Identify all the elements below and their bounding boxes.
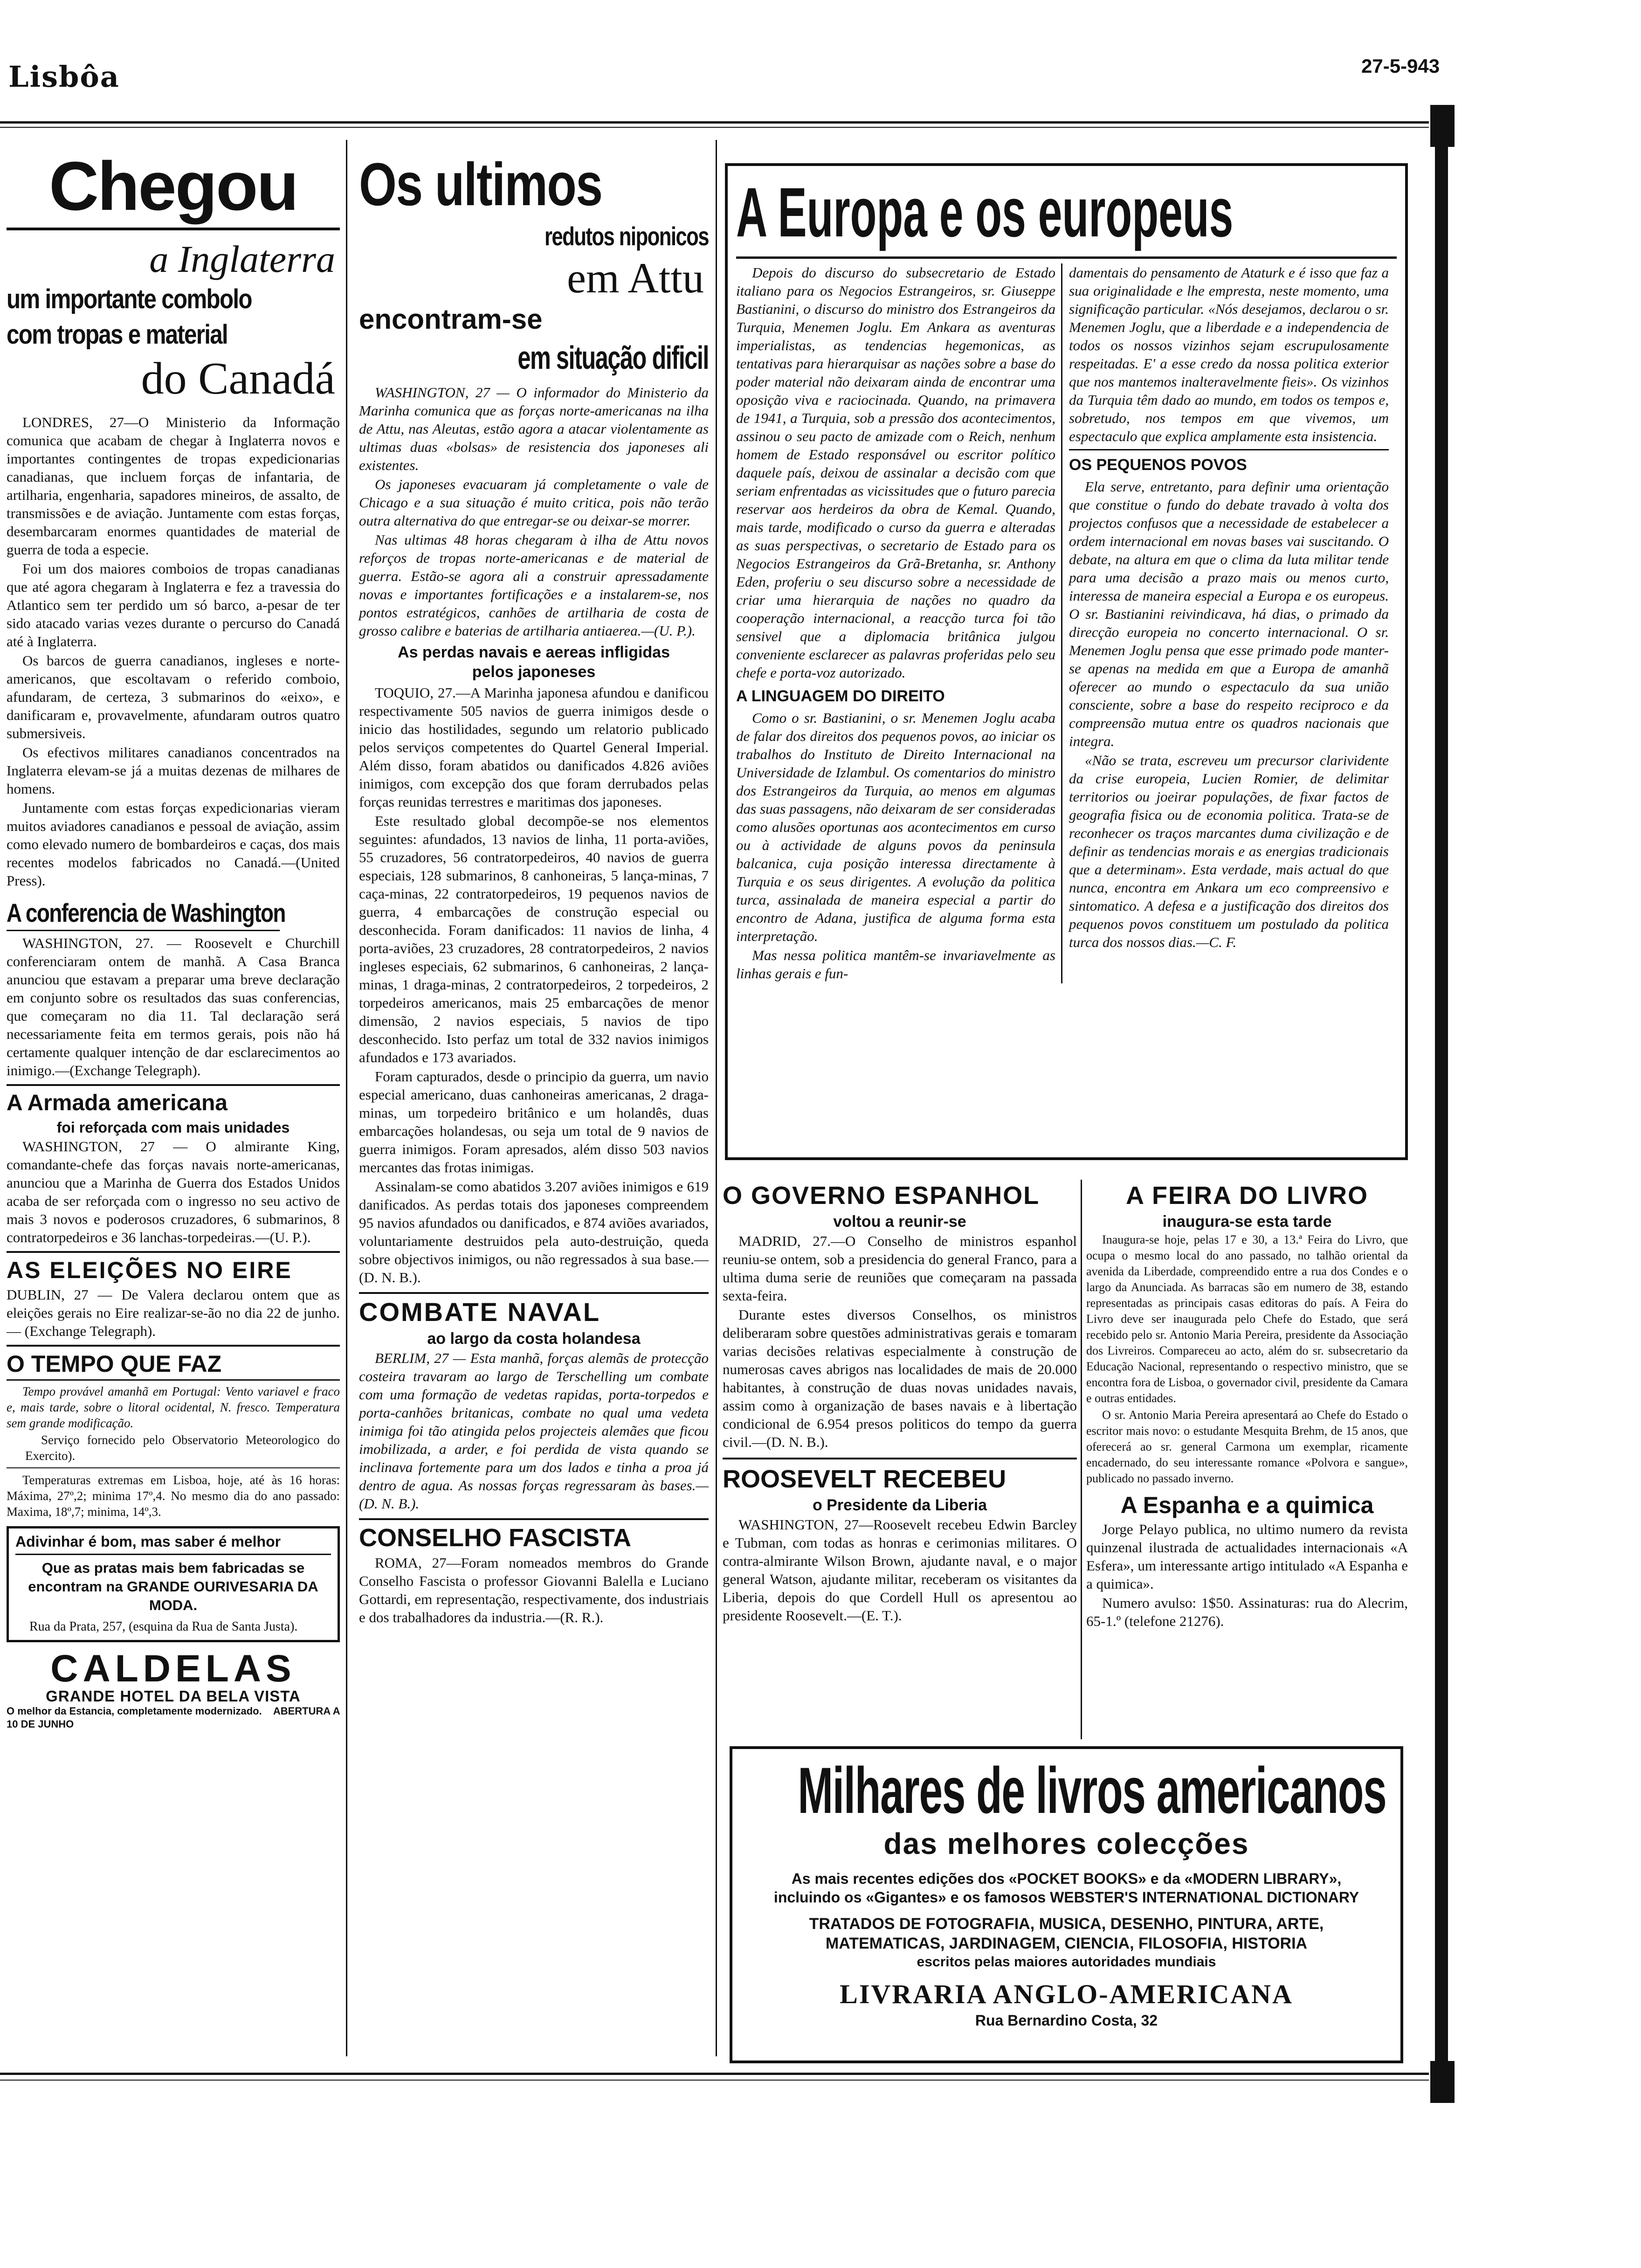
caldelas-opening: ABERTURA A 10 DE JUNHO (7, 1705, 340, 1730)
roosevelt-subheadline: o Presidente da Liberia (812, 1496, 987, 1514)
ourivesaria-ad-title: Adivinhar é bom, mas saber é melhor (15, 1531, 331, 1555)
europa-columns (736, 263, 1397, 983)
conselho-body: ROMA, 27—Foram nomeados membros do Grande Conselho Fascista o professor Giovanni Balella e Luciano Gottardi, em representação, respectivamente, dos industriais e dos trabalhadores da industria.—(R. R.). (359, 1555, 709, 1625)
feira-subheadline: inaugura-se esta tarde (1162, 1213, 1332, 1231)
combate-headline: COMBATE NAVAL (359, 1297, 601, 1327)
masthead-city: Lisbôa (8, 60, 120, 94)
livraria-ad-shop: LIVRARIA ANGLO-AMERICANA (840, 1979, 1293, 2009)
right-margin-bar-bottom (1430, 2061, 1455, 2103)
section-rule (359, 1518, 709, 1520)
footer-rule (0, 2073, 1429, 2075)
governo-subheadline: voltou a reunir-se (833, 1213, 966, 1231)
livraria-ad-subtitle: das melhores colecções (883, 1827, 1249, 1860)
column-rule-3 (1081, 1180, 1082, 1739)
livraria-ad-line-2: TRATADOS DE FOTOGRAFIA, MUSICA, DESENHO, PINTURA, ARTE, MATEMATICAS, JARDINAGEM, CIENCIA, FILOSOFIA, HISTORIA (809, 1915, 1324, 1952)
caldelas-info (7, 1705, 340, 1731)
ourivesaria-ad (7, 1526, 340, 1642)
footer-rule-thin (0, 2080, 1429, 2081)
ultimos-headline: Os ultimos (359, 150, 602, 218)
eleicoes-headline: AS ELEIÇÕES NO EIRE (7, 1257, 292, 1283)
column-rule-1 (346, 140, 347, 2056)
europa-paragraph: Ela serve, entretanto, para definir uma orientação que constitue o fundo do debate travado à volta dos projectos confusos que a necessidade de estabelecer a ordem internacional em novas bases vai suscitando. O debate, na altura em que o clima da luta militar tende para uma decisão a prazo mais ou menos curto, interessa de maneira especial a Europa e os europeus. O sr. Bastianini reivindicava, há dias, o primado da direcção europeia no concerto internacional. O sr. Menemen Joglu pensa que esse primado pode manter-se apenas na medida em que a Europa de amanhã oferecer ao mundo o espectaculo da sua união consciente, sobre a base do respeito reciproco e da compreensão mutua entre os quadros nacionais que integra. (1069, 478, 1389, 749)
governo-paragraph: Durante estes diversos Conselhos, os ministros deliberaram sobre questões administrativas gerais e tomaram varias decisões relativas especialmente à construção de numerosas caves abrigos nas localidades de mais de 20.000 habitantes, à construção de duas novas unidades navais, assim como à organização de bases navais e à libertação condicional de 6.954 presos politicos do tempo da guerra civil.—(D. N. B.). (723, 1307, 1077, 1450)
tempo-forecast: Tempo provável amanhã em Portugal: Vento variavel e fraco e, mais tarde, sobre o litoral ocidental, N. fresco. Temperatura sem grande modificação. (7, 1384, 340, 1430)
ultimos-deck-3: encontram-se (359, 304, 543, 335)
conselho-headline: CONSELHO FASCISTA (359, 1524, 632, 1552)
livraria-ad-line-3: escritos pelas maiores autoridades mundiais (917, 1954, 1216, 1970)
ultimos-article (359, 383, 709, 640)
tempo-source: Serviço fornecido pelo Observatorio Meteorologico do Exercito). (25, 1433, 340, 1463)
ultimos-deck-2: em Attu (567, 254, 704, 302)
chegou-paragraph: Os barcos de guerra canadianos, ingleses e norte-americanos, que escoltavam o referido comboio, afundaram, de certeza, 3 submarinos do «eixo», e danificaram e, provavelmente, afundaram outros quatro submersiveis. (7, 652, 340, 741)
caldelas-line: O melhor da Estancia, completamente modernizado. (7, 1705, 262, 1717)
conferencia-body: WASHINGTON, 27. — Roosevelt e Churchill conferenciaram ontem de manhã. A Casa Branca anunciou que estavam a preparar uma breve declaração em conjunto sobre os resultados das suas conferencias, que começaram no dia 11. Tal declaração será necessariamente feita em termos gerais, pois não há certamente qualquer intenção de dar esclarecimentos ao inimigo.—(Exchange Telegraph). (7, 935, 340, 1079)
europa-box (725, 163, 1408, 1160)
europa-paragraph: Mas nessa politica mantêm-se invariavelmente as linhas gerais e fun- (736, 947, 1055, 982)
livraria-ad (730, 1746, 1403, 2063)
chegou-paragraph: Foi um dos maiores comboios de tropas canadianas que até agora chegaram à Inglaterra e fez a travessia do Atlantico sem ter perdido um só barco, a-pesar de ter sido atacado varias vezes durante o percurso do Canadá até à Inglaterra. (7, 560, 340, 650)
europa-subhead-direito: A LINGUAGEM DO DIREITO (736, 687, 945, 705)
ultimos-deck-1: redutos niponicos (544, 221, 709, 251)
chegou-subheadline: a Inglaterra (149, 238, 335, 280)
feira-paragraph: O sr. Antonio Maria Pereira apresentará ao Chefe do Estado o escritor mais novo: o estudante Mesquita Brehm, de 15 anos, que oferecerá ao sr. general Carmona um exemplar, ricamente encadernado, do seu interessante romance «Polvora e sangue», publicado no passado inverno. (1086, 1408, 1408, 1485)
feira-paragraph: Inaugura-se hoje, pelas 17 e 30, a 13.ª Feira do Livro, que ocupa o mesmo local do ano passado, no talhão oriental da avenida da Liberdade, compreendido entre a rua dos Condes e o largo da Anunciada. As barracas são em numero de 38, estando representadas as principais casas editoras do país. A Feira do Livro deve ser inaugurada pelo Chefe do Estado, que será recebido pelo sr. Antonio Maria Pereira, presidente da Associação dos Livreiros. Compareceu ao acto, além do sr. subsecretario da Educação Nacional, representando o respectivo ministro, que se encontra fora de Lisboa, o governador civil, presidente da Camara e outras entidades. (1086, 1233, 1408, 1405)
ourivesaria-ad-body: Que as pratas mais bem fabricadas se encontram na GRANDE OURIVESARIA DA MODA. (28, 1560, 318, 1613)
section-rule (7, 1345, 340, 1347)
europa-rule (736, 256, 1397, 259)
column-rule-2 (716, 140, 717, 2056)
caldelas-ad (7, 1647, 340, 1731)
ultimos-paragraph: Nas ultimas 48 horas chegaram à ilha de Attu novos reforços de tropas norte-americanas e de material de guerra. Estão-se agora ali a construir apressadamente novas e importantes fortificações e a instalarem-se, nos pontos estratégicos, canhões de artilharia de costa de grosso calibre e baterias de artilharia antiaerea.—(U. P.). (359, 532, 709, 639)
chegou-paragraph: Juntamente com estas forças expedicionarias vieram muitos aviadores canadianos e pessoal de aviação, assim como elevado numero de bombardeiros e caças, dos mais recentes modelos fabricados no Canadá.—(United Press). (7, 800, 340, 889)
right-margin-bar (1435, 140, 1448, 2098)
quimica-body: Jorge Pelayo publica, no ultimo numero da revista quinzenal ilustrada de actualidades internacionais «A Esfera», um interessante artigo intitulado «A Espanha e a quimica». (1086, 1521, 1408, 1592)
chegou-paragraph: Os efectivos militares canadianos concentrados na Inglaterra elevam-se já a muitas dezenas de milhares de homens. (7, 744, 340, 797)
section-rule (7, 1084, 340, 1086)
europa-paragraph: Depois do discurso do subsecretario de Estado italiano para os Negocios Estrangeiros, sr. Giuseppe Bastianini, o discurso do ministro dos Estrangeiros da Turquia, Menemen Joglu. Em Ankara as aventuras imperialistas, as tendencias hegemonicas, as tentativas para hierarquisar as nações sobre a base do poder material não deixaram ainda de encontrar uma oposição viva e raciocinada. Quando, na primavera de 1941, a Turquia, sob a pressão dos acontecimentos, assinou o seu pacto de amizade com o Reich, nenhum homem de Estado responsável ou escritor político daquele país, deixou de assinalar a decisão com que seriam enfrentadas as vicissitudes que o futuro parecia reservar aos herdeiros da obra de Kemal. Quando, mais tarde, modificado o curso da guerra e alteradas as suas perspectivas, o secretario de Estado para os Negocios Estrangeiros da Grã-Bretanha, sr. Anthony Eden, proferiu o seu discurso sobre a necessidade de criar uma hierarquia de nações no quadro da cooperação internacional, a reacção turca foi tão sensivel que a diplomacia britânica julgou conveniente esclarecer as palavras proferidas pelo seu chefe e porta-voz autorizado. (736, 264, 1055, 681)
governo-headline: O GOVERNO ESPANHOL (723, 1182, 1040, 1210)
section-rule (7, 1251, 340, 1253)
europa-paragraph: damentais do pensamento de Ataturk e é isso que faz a sua originalidade e lhe empresta, neste momento, uma significação particular. «Nós desejamos, declarou o sr. Menemen Joglu, que a liberdade e a independencia de todos os nossos vizinhos sejam escrupulosamente respeitadas. E' a esse credo da nossa politica exterior que nos mantemos inalteravelmente fieis». Os vizinhos da Turquia têm dado ao mundo, em todos os tempos e, sobretudo, nos tempos em que vivemos, um espectaculo que explica amplamente esta insistencia. (1069, 264, 1389, 444)
eleicoes-body: DUBLIN, 27 — De Valera declarou ontem que as eleições gerais no Eire realizar-se-ão no dia 22 de junho. — (Exchange Telegraph). (7, 1286, 340, 1339)
ourivesaria-ad-address: Rua da Prata, 257, (esquina da Rua de Santa Justa). (29, 1619, 298, 1634)
livraria-ad-title: Milhares de livros americanos (798, 1754, 1386, 1827)
armada-subheadline: foi reforçada com mais unidades (56, 1119, 290, 1136)
roosevelt-headline: ROOSEVELT RECEBEU (723, 1465, 1007, 1493)
section-rule (1069, 449, 1389, 450)
section-rule (359, 1292, 709, 1294)
ultimos-deck-4: em situação dificil (517, 339, 709, 376)
quimica-headline: A Espanha e a quimica (1120, 1492, 1374, 1518)
europa-left-column (736, 263, 1062, 983)
headline-rule (7, 228, 340, 230)
masthead-rule (0, 121, 1429, 124)
combate-subheadline: ao largo da costa holandesa (427, 1330, 641, 1348)
armada-body: WASHINGTON, 27 — O almirante King, comandante-chefe das forças navais norte-americanas, anunciou que a Marinha de Guerra dos Estados Unidos acaba de ser reforçada com o ingresso no seu activo de mais 3 novos e poderosos cruzadores, 6 submarinos, 8 contratorpedeiros e 36 lanchas-torpedeiras.—(U. P.). (7, 1138, 340, 1245)
feira-article (1086, 1180, 1408, 1631)
perdas-paragraph: Foram capturados, desde o principio da guerra, um navio especial americano, duas canhoneiras americanas, 2 draga-minas, um torpedeiro britânico e um holandês, duas embarcações holandesas, ou seja um total de 9 navios de guerra inimigos. Foram apresados, além disso 503 navios mercantes das frotas inimigas. (359, 1068, 709, 1175)
perdas-paragraph: TOQUIO, 27.—A Marinha japonesa afundou e danificou respectivamente 505 navios de guerra inimigos desde o inicio das hostilidades, segundo um relatorio publicado pelos serviços competentes do Quartel General Imperial. Além disso, foram abatidos ou danificados 4.826 aviões inimigos, com excepção dos que foram derrubados pelas forças reunidas terrestres e maritimas dos japoneses. (359, 685, 709, 810)
chegou-article (7, 413, 340, 890)
tempo-headline: O TEMPO QUE FAZ (7, 1351, 222, 1377)
quimica-price: Numero avulso: 1$50. Assinaturas: rua do Alecrim, 65-1.º (telefone 21276). (1086, 1595, 1408, 1629)
column-1 (7, 149, 340, 1731)
ultimos-paragraph: Os japoneses evacuaram já completamente o vale de Chicago e a sua situação é muito critica, pois não terão outra alternativa do que entregar-se ou deixar-se morrer. (359, 476, 709, 529)
perdas-paragraph: Este resultado global decompõe-se nos elementos seguintes: afundados, 13 navios de linha, 11 porta-aviões, 55 cruzadores, 56 contratorpedeiros, 40 navios de guerra especiais, 128 submarinos, 8 canhoneiras, 5 lança-minas, 7 caça-minas, 22 contratorpedeiros, 19 pequenos navios de guerra, 4 embarcações de construção especial ou desconhecida. Foram danificados: 11 navios de linha, 4 porta-aviões, 23 cruzadores, 28 contratorpedeiros, 2 navios ingleses especiais, 62 submarinos, 6 canhoneiras, 2 lança-minas, 1 draga-minas, 2 contratorpedeiros, 2 torpedeiros, 2 torpedeiros americanos, mais 25 embarcações de menor dimensão, 2 navios especiais, 5 navios de tipo desconhecido. Isto perfaz um total de 332 navios inimigos afundados e 173 avariados. (359, 813, 709, 1065)
europa-paragraph: Como o sr. Bastianini, o sr. Menemen Joglu acaba de falar dos direitos dos pequenos povos, ao iniciar os trabalhos do Instituto de Direito Internacional na Universidade de Izlambul. Os comentarios do ministro dos Estrangeiros da Turquia, ao menos em algumas das suas passagens, não deixaram de ser consideradas como alusões oportunas aos acontecimentos em curso ou à actividade de alguns povos da peninsula balcanica, cuja posição interessa directamente à Turquia e os seus dirigentes. A evolução da politica turca, assinalada de maneira especial a partir do encontro de Adana, justifica de alguma forma esta interpretação. (736, 710, 1055, 944)
ultimos-paragraph: WASHINGTON, 27 — O informador do Ministerio da Marinha comunica que as forças norte-americanas na ilha de Attu, nas Aleutas, estão agora a atacar violentamente as ultimas duas «bolsas» de resistencia dos japoneses ali existentes. (359, 384, 709, 473)
europa-subhead-povos: OS PEQUENOS POVOS (1069, 456, 1247, 474)
europa-paragraph: «Não se trata, escreveu um precursor clarividente da crise europeia, Lucien Romier, de delimitar territorios ou joeirar populações, de fixar factos de geografia fisica ou de economia politica. Trata-se de reconhecer os traços marcantes duma civilização e de definir as tendencias morais e as energias tradicionais que a determinam». Esta verdade, mais actual do que nunca, encontra em Ankara um eco compreensivo e sintomatico. A defesa e a justificação dos direitos dos pequenos povos constituem um postulado da politica turca dos nossos dias.—C. F. (1069, 752, 1389, 950)
section-rule (7, 1467, 340, 1468)
chegou-deck-3: do Canadá (141, 353, 335, 404)
governo-paragraph: MADRID, 27.—O Conselho de ministros espanhol reuniu-se ontem, sob a presidencia do general Franco, para a ultima duma serie de reuniões que começaram na passada sexta-feira. (723, 1233, 1077, 1304)
europa-right-column (1062, 263, 1389, 983)
feira-headline: A FEIRA DO LIVRO (1125, 1182, 1368, 1210)
masthead-rule-thin (0, 127, 1429, 128)
chegou-headline: Chegou (49, 148, 297, 225)
roosevelt-body: WASHINGTON, 27—Roosevelt recebeu Edwin Barcley e Tubman, com todas as honras e cerimonias militares. O contra-almirante Wilson Brown, ajudante naval, e o major general Watson, ajudante militar, receberam os visitantes da Liberia, depois do que Cordell Hull os apresentou ao presidente Roosevelt.—(E. T.). (723, 1516, 1077, 1624)
perdas-headline: As perdas navais e aereas infligidas pelos japoneses (398, 643, 670, 681)
column-2 (359, 149, 709, 1627)
europa-headline: A Europa e os europeus (736, 173, 1234, 251)
armada-headline: A Armada americana (7, 1091, 228, 1115)
perdas-paragraph: Assinalam-se como abatidos 3.207 aviões inimigos e 619 danificados. As perdas totais dos japoneses compreendem 95 navios afundados ou danificados, e 874 aviões avariados, voluntariamente destruidos pela auto-destruição, queda sobre objectivos inimigos, ou não regressados à sua base.—(D. N. B.). (359, 1178, 709, 1286)
chegou-deck-2: com tropas e material (7, 319, 228, 350)
tempo-temperatures: Temperaturas extremas em Lisboa, hoje, até às 16 horas: Máxima, 27º,2; minima 17º,4. No mesmo dia do ano passado: Maxima, 18º,7; minima, 14º,3. (7, 1473, 340, 1519)
governo-article (723, 1180, 1077, 1625)
conferencia-headline: A conferencia de Washington (7, 896, 280, 931)
caldelas-subtitle: GRANDE HOTEL DA BELA VISTA (46, 1687, 301, 1705)
livraria-ad-address: Rua Bernardino Costa, 32 (975, 2012, 1158, 2029)
chegou-deck-1: um importante combolo (7, 284, 252, 314)
masthead-date: 27-5-943 (1361, 55, 1440, 77)
livraria-ad-line-1: As mais recentes edições dos «POCKET BOOKS» e da «MODERN LIBRARY», incluindo os «Gigantes» e os famosos WEBSTER'S INTERNATIONAL DICTIONARY (773, 1870, 1359, 1906)
chegou-paragraph: LONDRES, 27—O Ministerio da Informação comunica que acabam de chegar à Inglaterra novos e importantes contingentes de tropas expedicionarias canadianas, que incluem forças de infantaria, de artilharia, engenharia, sapadores mineiros, de assalto, de transmissões e de aviação. Juntamente com estas forças, desembarcaram enormes quantidades de material de guerra de toda a especie. (7, 414, 340, 558)
section-rule (7, 1379, 340, 1381)
combate-body: BERLIM, 27 — Esta manhã, forças alemãs de protecção costeira travaram ao largo de Terschelling um combate com uma formação de vedetas rapidas, porta-torpedos e porta-canhões britanicas, combate no qual uma vedeta inimiga foi tão atingida pelos projecteis alemães que ficou imobilizada, a arder, e foi perdida de vista quando se inclinava fortemente para um dos lados e tinha a proa já dentro de agua. As nossas forças regressaram às bases.—(D. N. B.). (359, 1350, 709, 1512)
section-rule (723, 1458, 1077, 1459)
caldelas-title: CALDELAS (50, 1647, 296, 1690)
